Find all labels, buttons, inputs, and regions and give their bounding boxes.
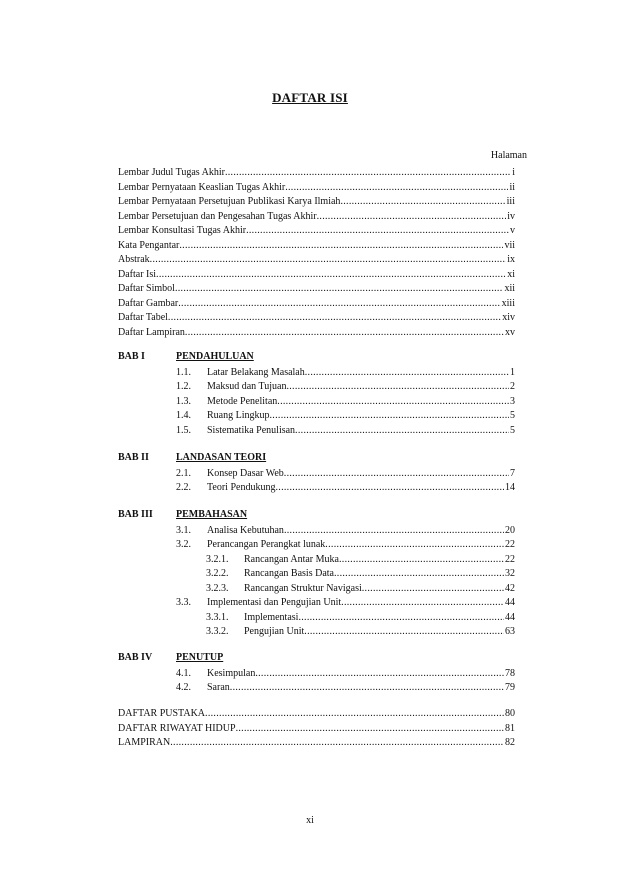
entry-page-number: vii xyxy=(504,239,515,251)
dot-leader xyxy=(284,467,509,482)
entry-page-number: ii xyxy=(509,181,515,193)
dot-leader xyxy=(341,596,504,611)
toc-entry xyxy=(118,253,515,268)
entry-number: 2.2. xyxy=(176,482,191,493)
entry-label: Lembar Pernyataan Persetujuan Publikasi Karya Ilmiah xyxy=(118,196,341,207)
toc-section-entry xyxy=(176,596,515,611)
entry-number: 1.3. xyxy=(176,395,191,407)
toc-subsection-entry xyxy=(206,553,515,568)
entry-label: Daftar Isi xyxy=(118,268,157,280)
entry-page-number: xiii xyxy=(501,297,515,309)
entry-label: Daftar Tabel xyxy=(118,312,168,323)
entry-page-number: v xyxy=(510,225,515,236)
dot-leader xyxy=(339,553,504,568)
dot-leader xyxy=(230,681,504,696)
entry-number: 3.2.2. xyxy=(206,568,229,579)
dot-leader xyxy=(284,524,504,539)
dot-leader xyxy=(179,239,503,254)
halaman-label: Halaman xyxy=(490,150,527,161)
toc-subsection-entry xyxy=(206,582,515,597)
entry-page-number: 7 xyxy=(510,467,515,479)
entry-label: Daftar Gambar xyxy=(118,297,179,309)
dot-leader xyxy=(334,567,504,582)
entry-label: Perancangan Perangkat lunak xyxy=(207,539,326,550)
dot-leader xyxy=(225,166,511,181)
entry-number: 3.3.1. xyxy=(206,611,229,623)
toc-section-entry xyxy=(176,395,515,410)
toc-entry xyxy=(118,210,515,225)
entry-label: Daftar Lampiran xyxy=(118,326,185,338)
entry-page-number: iv xyxy=(507,210,515,222)
entry-number: 4.2. xyxy=(176,682,191,693)
entry-label: LAMPIRAN xyxy=(118,737,171,748)
entry-page-number: 80 xyxy=(505,708,515,719)
entry-label: Sistematika Penulisan xyxy=(207,424,296,436)
entry-label: DAFTAR RIWAYAT HIDUP xyxy=(118,722,236,734)
entry-page-number: ix xyxy=(507,254,515,265)
toc-entry xyxy=(118,707,515,722)
dot-leader xyxy=(362,582,504,597)
toc-section-entry xyxy=(176,409,515,424)
dot-leader xyxy=(298,611,504,626)
toc-section-entry xyxy=(176,380,515,395)
entry-label: Latar Belakang Masalah xyxy=(207,366,305,378)
toc-entry xyxy=(118,722,515,737)
dot-leader xyxy=(205,707,504,722)
toc-entry xyxy=(118,181,515,196)
entry-page-number: 2 xyxy=(510,381,515,392)
entry-page-number: 22 xyxy=(505,553,515,565)
dot-leader xyxy=(178,297,500,312)
entry-number: 3.2.3. xyxy=(206,582,229,594)
toc-entry xyxy=(118,224,515,239)
entry-label: Saran xyxy=(207,682,230,693)
dot-leader xyxy=(304,625,504,640)
entry-label: Kesimpulan xyxy=(207,667,256,679)
chapter-label: BAB III xyxy=(118,509,153,520)
entry-page-number: 20 xyxy=(505,524,515,536)
dot-leader xyxy=(168,311,501,326)
entry-label: Rancangan Antar Muka xyxy=(244,553,339,565)
dot-leader xyxy=(236,722,504,737)
dot-leader xyxy=(185,326,504,341)
dot-leader xyxy=(150,253,507,268)
entry-number: 3.3. xyxy=(176,597,191,608)
entry-page-number: iii xyxy=(506,196,515,207)
entry-label: Ruang Lingkup xyxy=(207,410,270,421)
dot-leader xyxy=(305,366,509,381)
toc-subsection-entry xyxy=(206,611,515,626)
entry-page-number: 3 xyxy=(510,395,515,407)
entry-page-number: 32 xyxy=(505,568,515,579)
entry-page-number: 1 xyxy=(510,366,515,378)
entry-page-number: 44 xyxy=(505,597,515,608)
entry-number: 3.1. xyxy=(176,524,191,536)
toc-section-entry xyxy=(176,524,515,539)
toc-entry xyxy=(118,268,515,283)
toc-section-entry xyxy=(176,538,515,553)
toc-entry xyxy=(118,311,515,326)
chapter-label: BAB I xyxy=(118,351,145,362)
entry-page-number: 79 xyxy=(505,682,515,693)
entry-page-number: 44 xyxy=(505,611,515,623)
chapter-title: PENDAHULUAN xyxy=(176,351,254,362)
chapter-label: BAB II xyxy=(118,452,149,463)
dot-leader xyxy=(295,424,509,439)
dot-leader xyxy=(275,481,504,496)
toc-section-entry xyxy=(176,366,515,381)
entry-label: Lembar Konsultasi Tugas Akhir xyxy=(118,225,247,236)
entry-page-number: 63 xyxy=(505,626,515,637)
dot-leader xyxy=(317,210,507,225)
dot-leader xyxy=(325,538,504,553)
entry-number: 3.2. xyxy=(176,539,191,550)
toc-subsection-entry xyxy=(206,625,515,640)
entry-label: Lembar Judul Tugas Akhir xyxy=(118,167,225,178)
dot-leader xyxy=(255,667,504,682)
entry-page-number: xv xyxy=(505,326,515,338)
entry-page-number: 82 xyxy=(505,737,515,748)
entry-page-number: 5 xyxy=(510,410,515,421)
toc-section-entry xyxy=(176,467,515,482)
entry-number: 1.4. xyxy=(176,410,191,421)
entry-page-number: 14 xyxy=(505,482,515,493)
dot-leader xyxy=(156,268,506,283)
entry-number: 4.1. xyxy=(176,667,191,679)
dot-leader xyxy=(340,195,505,210)
toc-section-entry xyxy=(176,424,515,439)
entry-label: Implementasi xyxy=(244,611,299,623)
dot-leader xyxy=(170,736,504,751)
entry-page-number: xii xyxy=(504,283,515,294)
dot-leader xyxy=(246,224,509,239)
page-title: DAFTAR ISI xyxy=(272,90,348,105)
toc-entry xyxy=(118,195,515,210)
toc-section-entry xyxy=(176,481,515,496)
entry-label: Maksud dan Tujuan xyxy=(207,381,287,392)
chapter-title: LANDASAN TEORI xyxy=(176,452,267,463)
entry-number: 3.2.1. xyxy=(206,553,229,565)
entry-label: DAFTAR PUSTAKA xyxy=(118,708,206,719)
entry-label: Pengujian Unit xyxy=(244,626,305,637)
dot-leader xyxy=(277,395,509,410)
entry-label: Kata Pengantar xyxy=(118,239,180,251)
dot-leader xyxy=(285,181,508,196)
entry-page-number: xiv xyxy=(502,312,515,323)
entry-number: 1.2. xyxy=(176,381,191,392)
entry-number: 1.1. xyxy=(176,366,191,378)
entry-label: Metode Penelitan xyxy=(207,395,278,407)
entry-page-number: i xyxy=(512,167,515,178)
entry-number: 1.5. xyxy=(176,424,191,436)
chapter-title: PEMBAHASAN xyxy=(176,509,248,520)
entry-page-number: xi xyxy=(507,268,515,280)
toc-entry xyxy=(118,297,515,312)
toc-entry xyxy=(118,282,515,297)
entry-label: Rancangan Basis Data xyxy=(244,568,334,579)
entry-page-number: 5 xyxy=(510,424,515,436)
entry-label: Abstrak xyxy=(118,254,150,265)
chapter-title: PENUTUP xyxy=(176,652,224,663)
toc-subsection-entry xyxy=(206,567,515,582)
toc-section-entry xyxy=(176,667,515,682)
entry-label: Konsep Dasar Web xyxy=(207,467,284,479)
toc-entry xyxy=(118,326,515,341)
entry-number: 2.1. xyxy=(176,467,191,479)
dot-leader xyxy=(286,380,509,395)
toc-entry xyxy=(118,736,515,751)
entry-page-number: 81 xyxy=(505,722,515,734)
chapter-label: BAB IV xyxy=(118,652,153,663)
entry-label: Analisa Kebutuhan xyxy=(207,524,284,536)
dot-leader xyxy=(270,409,510,424)
entry-page-number: 42 xyxy=(505,582,515,594)
entry-label: Daftar Simbol xyxy=(118,283,175,294)
entry-label: Rancangan Struktur Navigasi xyxy=(244,582,362,594)
page-number: xi xyxy=(306,815,314,826)
dot-leader xyxy=(175,282,504,297)
entry-label: Implementasi dan Pengujian Unit xyxy=(207,597,342,608)
entry-page-number: 78 xyxy=(505,667,515,679)
entry-number: 3.3.2. xyxy=(206,626,229,637)
toc-section-entry xyxy=(176,681,515,696)
entry-label: Lembar Persetujuan dan Pengesahan Tugas Akhir xyxy=(118,210,317,222)
entry-label: Lembar Pernyataan Keaslian Tugas Akhir xyxy=(118,181,286,193)
toc-entry xyxy=(118,239,515,254)
entry-label: Teori Pendukung xyxy=(207,482,276,493)
toc-entry xyxy=(118,166,515,181)
entry-page-number: 22 xyxy=(505,539,515,550)
